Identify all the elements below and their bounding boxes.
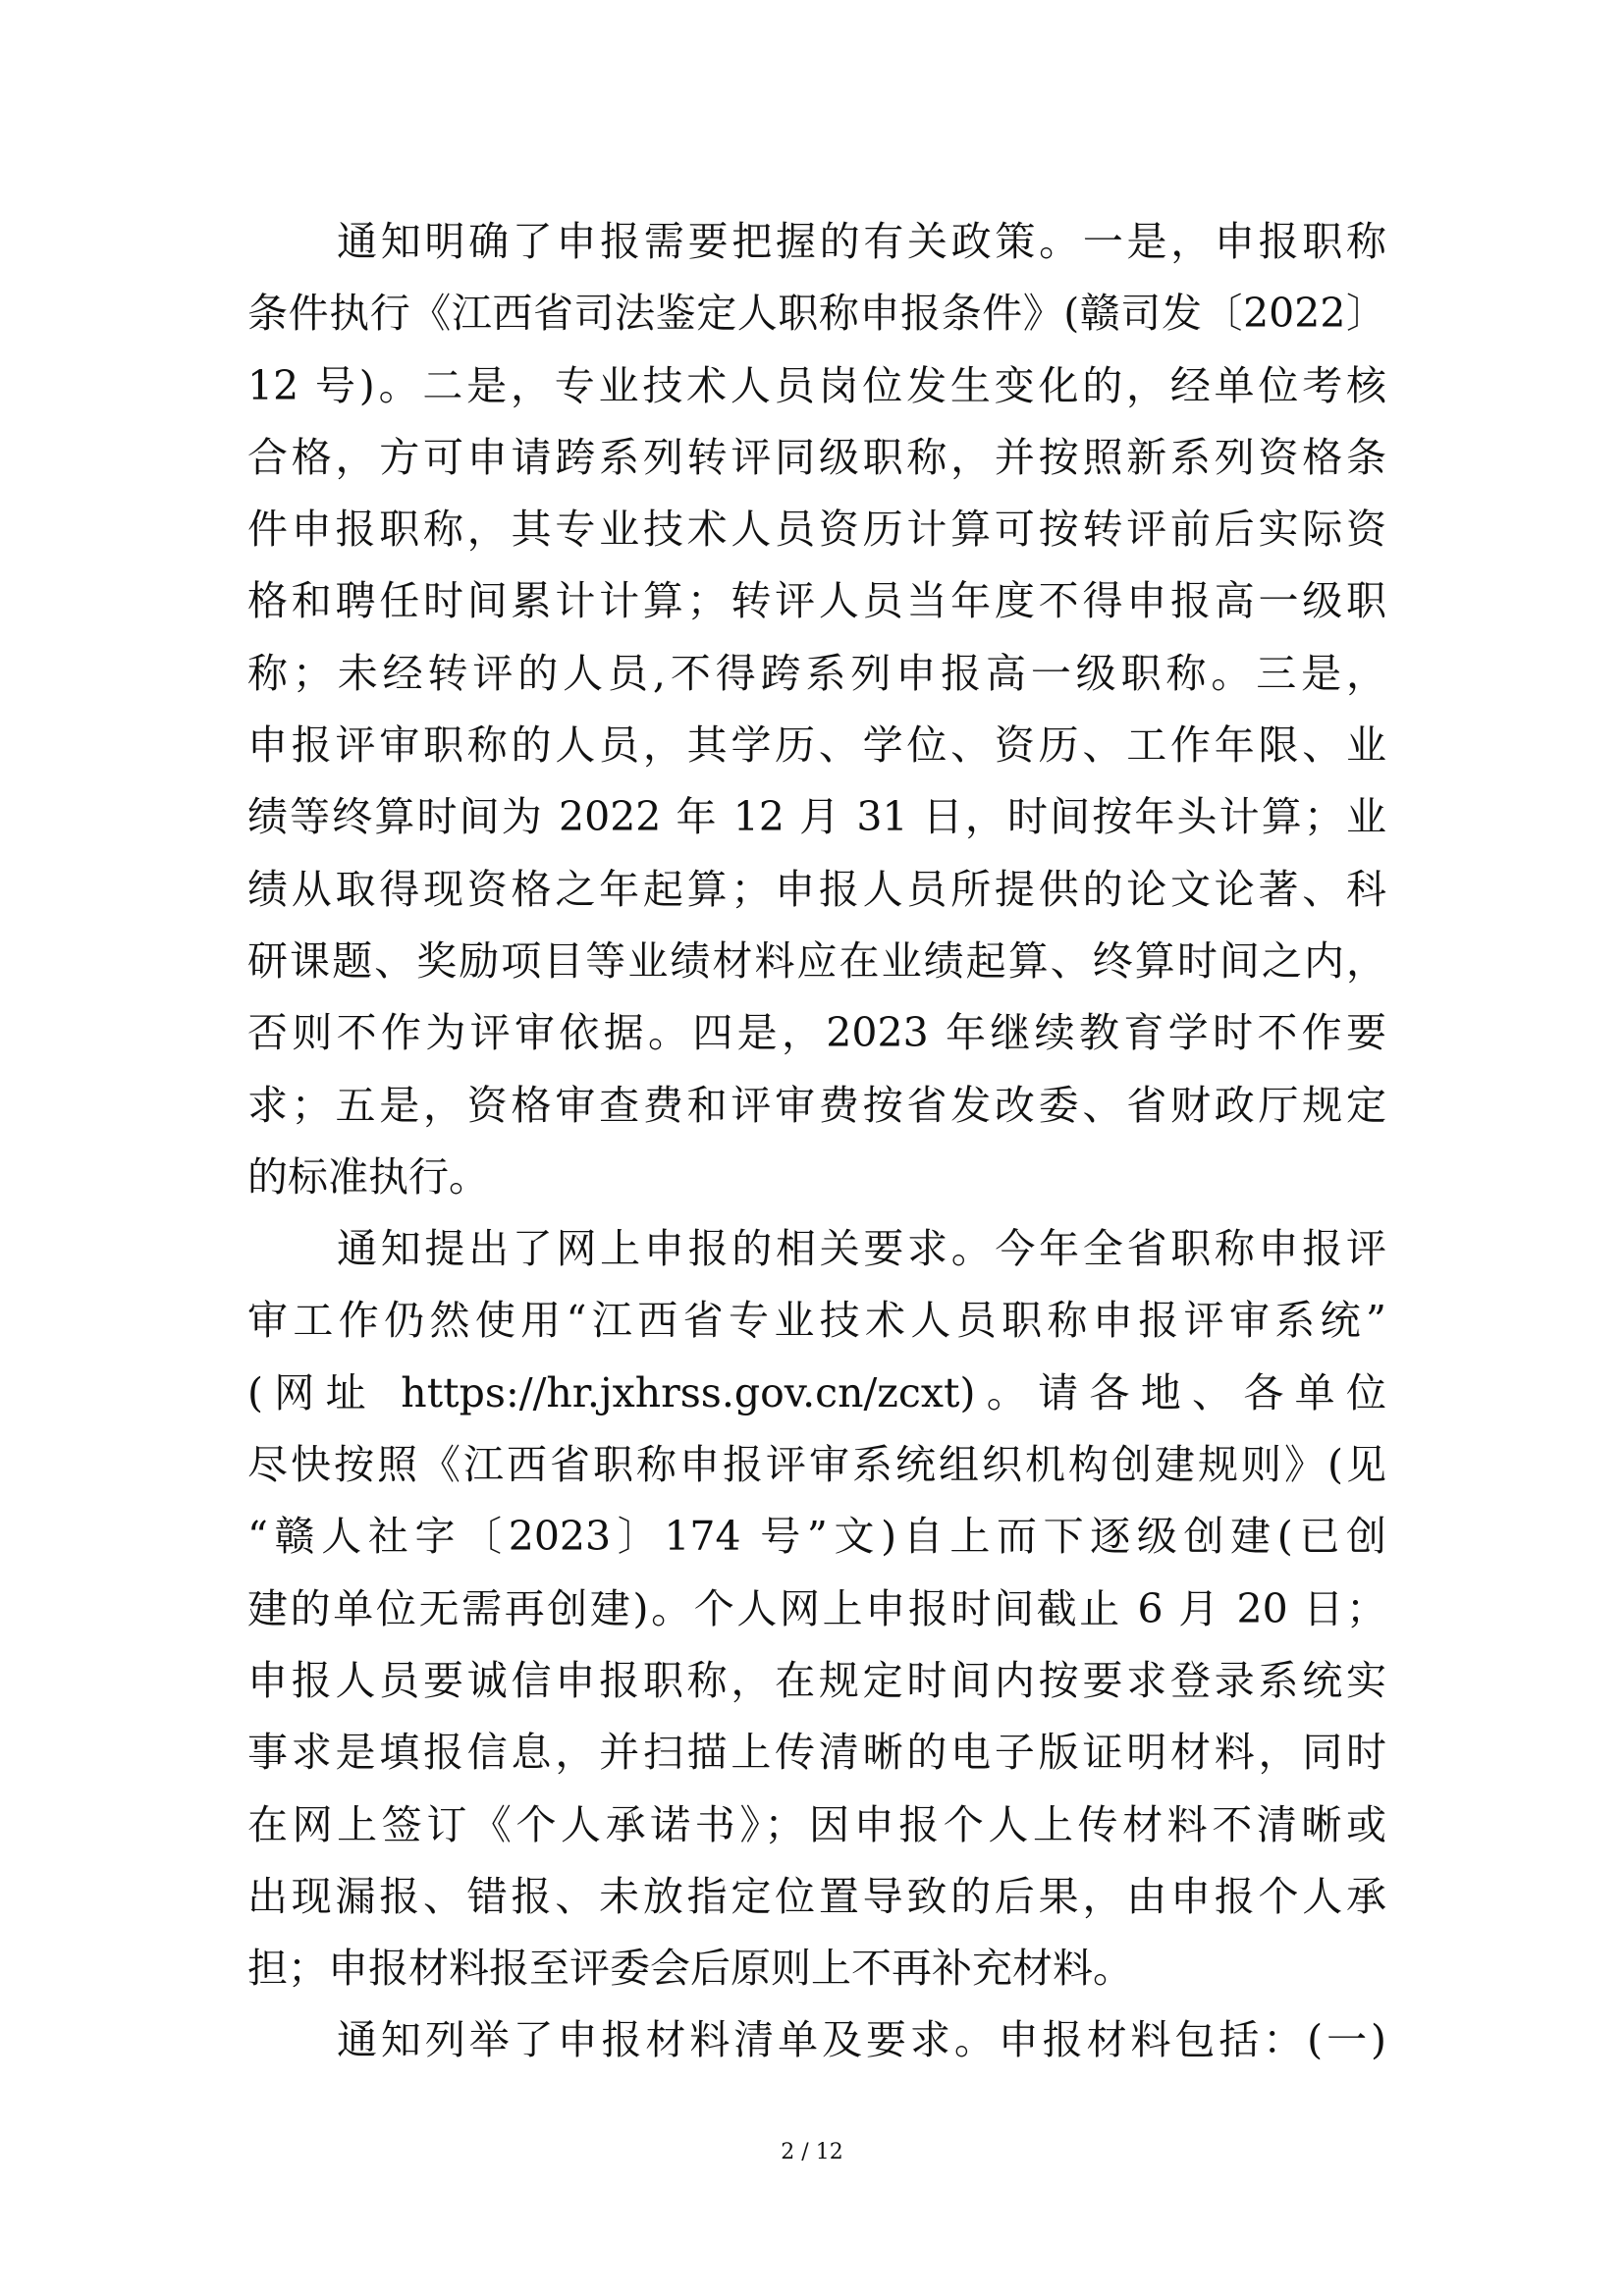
text-line: 通知明确了申报需要把握的有关政策。一是，申报职称 [337,218,1386,265]
text-line: 申报人员要诚信申报职称，在规定时间内按要求登录系统实 [247,1656,1386,1704]
page-number: 2 / 12 [781,2140,843,2164]
text-line: 绩从取得现资格之年起算；申报人员所提供的论文论著、科 [247,865,1386,913]
document-body [247,206,1386,2077]
text-line: 通知列举了申报材料清单及要求。申报材料包括：(一) [337,2016,1386,2064]
text-line: 合格，方可申请跨系列转评同级职称，并按照新系列资格条 [247,433,1386,481]
text-line: 求；五是，资格审查费和评审费按省发改委、省财政厅规定 [247,1081,1386,1129]
text-line: 事求是填报信息，并扫描上传清晰的电子版证明材料，同时 [247,1729,1386,1777]
text-line: (网址 https://hr.jxhrss.gov.cn/zcxt)。请各地、各单位 [247,1368,1386,1416]
paragraph-policies [247,206,1386,1213]
text-line: 条件执行《江西省司法鉴定人职称申报条件》(赣司发〔2022〕 [247,290,1386,338]
text-line: 的标准执行。 [247,1152,489,1201]
text-line: 申报评审职称的人员，其学历、学位、资历、工作年限、业 [247,721,1386,770]
paragraph-online-application [247,1213,1386,2004]
text-line: 绩等终算时间为 2022 年 12 月 31 日，时间按年头计算；业 [247,793,1386,841]
text-line: 审工作仍然使用“江西省专业技术人员职称申报评审系统” [247,1297,1386,1345]
text-line: 担；申报材料报至评委会后原则上不再补充材料。 [247,1945,1133,1993]
text-line: 12 号)。二是，专业技术人员岗位发生变化的，经单位考核 [247,361,1386,409]
text-line: 否则不作为评审依据。四是，2023 年继续教育学时不作要 [247,1009,1386,1057]
text-line: 建的单位无需再创建)。个人网上申报时间截止 6 月 20 日； [247,1584,1386,1632]
text-line: 出现漏报、错报、未放指定位置导致的后果，由申报个人承 [247,1872,1386,1920]
text-line: 研课题、奖励项目等业绩材料应在业绩起算、终算时间之内， [247,936,1386,985]
text-line: 通知提出了网上申报的相关要求。今年全省职称申报评 [337,1225,1386,1273]
text-line: 称；未经转评的人员,不得跨系列申报高一级职称。三是， [247,649,1386,697]
text-line: 在网上签订《个人承诺书》；因申报个人上传材料不清晰或 [247,1800,1386,1848]
paragraph-materials-list [247,2004,1386,2076]
text-line: 格和聘任时间累计计算；转评人员当年度不得申报高一级职 [247,577,1386,625]
text-line: 尽快按照《江西省职称申报评审系统组织机构创建规则》(见 [247,1441,1386,1489]
text-line: “赣人社字〔2023〕174 号”文)自上而下逐级创建(已创 [247,1513,1386,1561]
text-line: 件申报职称，其专业技术人员资历计算可按转评前后实际资 [247,506,1386,554]
